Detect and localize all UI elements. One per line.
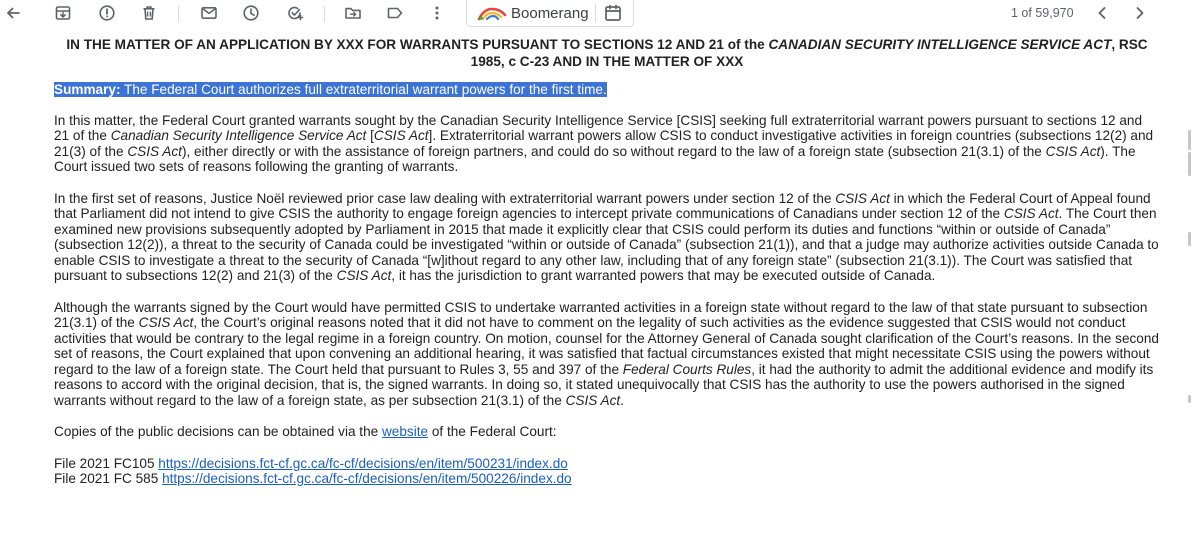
calendar-icon[interactable] [603, 3, 623, 23]
email-body [54, 36, 1160, 487]
label-button[interactable] [382, 1, 408, 25]
pager-text: 1 of 59,970 [1011, 6, 1074, 20]
file-label: File 2021 FC 585 [54, 471, 163, 486]
copies-paragraph: Copies of the public decisions can be obtained via the website of the Federal Court: [54, 424, 557, 439]
move-to-icon [344, 4, 362, 22]
chevron-right-icon [1130, 3, 1150, 23]
scrollbar-mark [1188, 395, 1191, 403]
more-button[interactable] [424, 1, 450, 25]
paragraph-3: Although the warrants signed by the Court would have permitted CSIS to undertake warranted activities in a foreign state without regard to the law of that state pursuant to subsection 21(3.1) of the CSIS Act, the Court’s original reasons noted that it did not have to comment on the legality of such activities as the evidence suggested that CSIS would not conduct activities that would be contrary to the legal regime in a foreign country. On motion, counsel for the Attorney General of Canada sought clarification of the Court’s reasons. In the second set of reasons, the Court explained that upon convening an additional hearing, it was satisfied that factual circumstances existed that might necessitate CSIS using the powers without regard to the law of a foreign state. The Court held that pursuant to Rules 3, 55 and 397 of the Federal Courts Rules, it had the authority to admit the additional evidence and modify its reasons to accord with the original decision, that is, the signed warrants. In doing so, it stated unequivocally that CSIS has the authority to use the powers authorised in the signed warrants without regard to the law of a foreign state, as per subsection 21(3.1) of the CSIS Act. [54, 299, 1159, 408]
file-link[interactable]: https://decisions.fct-cf.gc.ca/fc-cf/decisions/en/item/500231/index.do [158, 455, 568, 471]
boomerang-divider [595, 4, 596, 22]
boomerang-button[interactable] [466, 0, 634, 27]
website-link[interactable]: website [381, 424, 429, 439]
boomerang-logo-icon [477, 7, 507, 21]
boomerang-label: Boomerang [511, 5, 589, 22]
snooze-icon [242, 4, 260, 22]
mark-unread-icon [200, 4, 218, 22]
email-toolbar [0, 0, 1200, 28]
newer-button[interactable] [1092, 3, 1112, 28]
file-list [54, 456, 1160, 487]
scrollbar-mark [1188, 152, 1191, 176]
archive-icon [54, 4, 72, 22]
snooze-button[interactable] [238, 1, 264, 25]
paragraph-1: In this matter, the Federal Court granted warrants sought by the Canadian Security Intelligence Service [CSIS] seeking full extraterritorial warrant powers pursuant to sections 12 and 21 of the Canadian Security Intelligence Service Act [CSIS Act]. Extraterritorial warrant powers allow CSIS to conduct investigative activities in foreign countries (subsections 12(2) and 21(3) of the CSIS Act), either directly or with the assistance of foreign partners, and could do so without regard to the law of a foreign state (subsection 21(3.1) of the CSIS Act). The Court issued two sets of reasons following the granting of warrants. [54, 112, 1154, 174]
back-arrow-icon [4, 4, 22, 22]
scrollbar-mark [1188, 232, 1191, 246]
add-task-icon [286, 4, 304, 22]
file-link[interactable]: https://decisions.fct-cf.gc.ca/fc-cf/decisions/en/item/500226/index.do [162, 471, 572, 486]
label-icon [386, 4, 404, 22]
archive-button[interactable] [50, 1, 76, 25]
older-button[interactable] [1130, 3, 1150, 28]
chevron-left-icon [1092, 3, 1112, 23]
report-spam-button[interactable] [94, 1, 120, 25]
paragraph-2: In the first set of reasons, Justice Noël reviewed prior case law dealing with extraterritorial warrant powers under section 12 of the CSIS Act in which the Federal Court of Appeal found that Parliament did not intend to give CSIS the authority to engage foreign agencies to intercept private communications of Canadians under section 12 of the CSIS Act. The Court then examined new provisions subsequently adopted by Parliament in 2015 that made it explicitly clear that CSIS could perform its duties and functions “within or outside of Canada” (subsection 12(2)), a threat to the security of Canada could be investigated “within or outside of Canada” (subsection 21(1)), and that a judge may authorize activities outside Canada to enable CSIS to investigate a threat to the security of Canada “[w]ithout regard to any other law, including that of any foreign state” (subsection 21(3.1)). The Court was satisfied that pursuant to subsections 12(2) and 21(3) of the CSIS Act, it has the jurisdiction to grant warranted powers that may be executed outside of Canada. [54, 190, 1159, 283]
toolbar-divider [324, 6, 325, 22]
mark-unread-button[interactable] [196, 1, 222, 25]
matter-title: IN THE MATTER OF AN APPLICATION BY XXX FOR WARRANTS PURSUANT TO SECTIONS 12 AND 21 of the CANADIAN SECURITY INTELLIGENCE SERVICE ACT, RSC 1985, c C-23 AND IN THE MATTER OF XXX [66, 37, 1148, 69]
back-button[interactable] [0, 1, 26, 25]
toolbar-divider [178, 6, 179, 22]
delete-button[interactable] [136, 1, 162, 25]
report-spam-icon [98, 4, 116, 22]
summary-line [54, 82, 1160, 98]
add-task-button[interactable] [282, 1, 308, 25]
move-to-button[interactable] [340, 1, 366, 25]
file-label: File 2021 FC105 [54, 455, 159, 471]
selected-text[interactable]: Summary: The Federal Court authorizes full extraterritorial warrant powers for the first time. [54, 82, 607, 97]
delete-icon [140, 4, 158, 22]
more-icon [428, 4, 446, 22]
scrollbar-mark [1188, 130, 1191, 150]
